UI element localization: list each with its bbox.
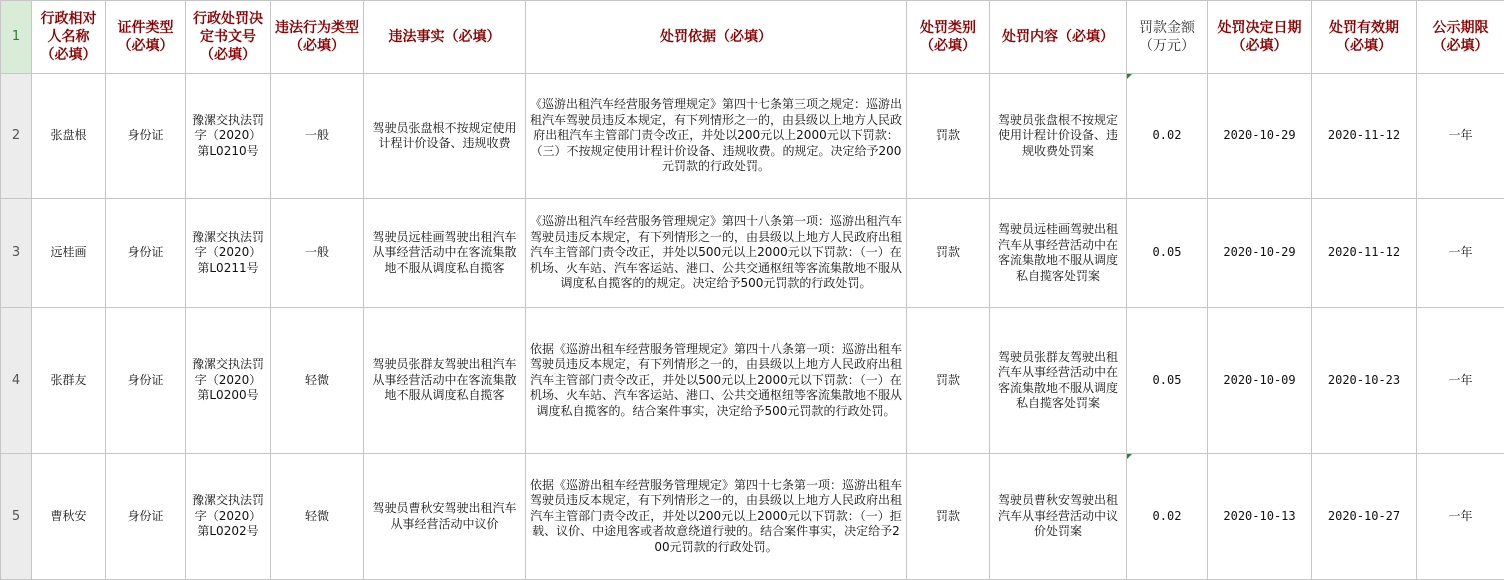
cell-category[interactable]: 罚款 — [907, 74, 990, 199]
cell-amount[interactable]: 0.02 — [1127, 454, 1208, 580]
cell-facts[interactable]: 驾驶员张盘根不按规定使用计程计价设备、违规收费 — [364, 74, 526, 199]
cell-violation-type[interactable]: 一般 — [271, 74, 364, 199]
cell-name[interactable]: 张群友 — [32, 308, 106, 454]
header-cell-content[interactable]: 处罚内容（必填） — [990, 1, 1127, 74]
table-row — [1, 308, 1504, 454]
row-number[interactable]: 3 — [1, 199, 32, 308]
cell-amount[interactable]: 0.05 — [1127, 199, 1208, 308]
cell-valid[interactable]: 2020-10-27 — [1312, 454, 1417, 580]
header-cell-valid[interactable]: 处罚有效期（必填） — [1312, 1, 1417, 74]
cell-period[interactable]: 一年 — [1417, 454, 1504, 580]
cell-date[interactable]: 2020-10-09 — [1208, 308, 1312, 454]
cell-id-type[interactable]: 身份证 — [106, 74, 186, 199]
cell-id-type[interactable]: 身份证 — [106, 199, 186, 308]
header-cell-amount[interactable]: 罚款金额（万元） — [1127, 1, 1208, 74]
cell-basis[interactable]: 依据《巡游出租车经营服务管理规定》第四十七条第一项：巡游出租车驾驶员违反本规定，有下列情形之一的，由县级以上地方人民政府出租汽车主管部门责令改正，并处以200元以上2000元以下罚款：（一）拒载、议价、中途甩客或者故意绕道行驶的。结合案件事实，决定给予200元罚款的行政处罚。 — [526, 454, 907, 580]
row-number[interactable]: 4 — [1, 308, 32, 454]
cell-violation-type[interactable]: 轻微 — [271, 308, 364, 454]
header-cell-basis[interactable]: 处罚依据（必填） — [526, 1, 907, 74]
header-cell-period[interactable]: 公示期限（必填） — [1417, 1, 1504, 74]
cell-date[interactable]: 2020-10-13 — [1208, 454, 1312, 580]
cell-content[interactable]: 驾驶员远桂画驾驶出租汽车从事经营活动中在客流集散地不服从调度私自揽客处罚案 — [990, 199, 1127, 308]
header-cell-violation-type[interactable]: 违法行为类型（必填） — [271, 1, 364, 74]
cell-facts[interactable]: 驾驶员张群友驾驶出租汽车从事经营活动中在客流集散地不服从调度私自揽客 — [364, 308, 526, 454]
cell-content[interactable]: 驾驶员曹秋安驾驶出租汽车从事经营活动中议价处罚案 — [990, 454, 1127, 580]
cell-basis[interactable]: 依据《巡游出租车经营服务管理规定》第四十八条第一项：巡游出租车驾驶员违反本规定，有下列情形之一的，由县级以上地方人民政府出租汽车主管部门责令改正，并处以500元以上2000元以下罚款：（一）在机场、火车站、汽车客运站、港口、公共交通枢纽等客流集散地不服从调度私自揽客的。结合案件事实，决定给予500元罚款的行政处罚。 — [526, 308, 907, 454]
cell-content[interactable]: 驾驶员张盘根不按规定使用计程计价设备、违规收费处罚案 — [990, 74, 1127, 199]
cell-name[interactable]: 远桂画 — [32, 199, 106, 308]
row-number[interactable]: 2 — [1, 74, 32, 199]
cell-date[interactable]: 2020-10-29 — [1208, 74, 1312, 199]
cell-amount[interactable]: 0.05 — [1127, 308, 1208, 454]
cell-category[interactable]: 罚款 — [907, 308, 990, 454]
table-row — [1, 454, 1504, 580]
header-cell-date[interactable]: 处罚决定日期（必填） — [1208, 1, 1312, 74]
cell-doc-no[interactable]: 豫漯交执法罚字（2020）第L0200号 — [186, 308, 271, 454]
cell-violation-type[interactable]: 轻微 — [271, 454, 364, 580]
cell-basis[interactable]: 《巡游出租汽车经营服务管理规定》第四十八条第一项：巡游出租汽车驾驶员违反本规定，有下列情形之一的，由县级以上地方人民政府出租汽车主管部门责令改正，并处以500元以上2000元以下罚款：（一）在机场、火车站、汽车客运站、港口、公共交通枢纽等客流集散地不服从调度私自揽客的的规定。决定给予500元罚款的行政处罚。 — [526, 199, 907, 308]
cell-name[interactable]: 张盘根 — [32, 74, 106, 199]
cell-doc-no[interactable]: 豫漯交执法罚字（2020）第L0211号 — [186, 199, 271, 308]
row-number[interactable]: 5 — [1, 454, 32, 580]
cell-period[interactable]: 一年 — [1417, 74, 1504, 199]
cell-id-type[interactable]: 身份证 — [106, 454, 186, 580]
cell-content[interactable]: 驾驶员张群友驾驶出租汽车从事经营活动中在客流集散地不服从调度私自揽客处罚案 — [990, 308, 1127, 454]
cell-date[interactable]: 2020-10-29 — [1208, 199, 1312, 308]
cell-doc-no[interactable]: 豫漯交执法罚字（2020）第L0210号 — [186, 74, 271, 199]
header-row — [1, 1, 1504, 74]
cell-period[interactable]: 一年 — [1417, 308, 1504, 454]
cell-basis[interactable]: 《巡游出租汽车经营服务管理规定》第四十七条第三项之规定：巡游出租汽车驾驶员违反本规定，有下列情形之一的，由县级以上地方人民政府出租汽车主管部门责令改正，并处以200元以上2000元以下罚款：（三）不按规定使用计程计价设备、违规收费。的规定。决定给予200元罚款的行政处罚。 — [526, 74, 907, 199]
cell-name[interactable]: 曹秋安 — [32, 454, 106, 580]
header-cell-category[interactable]: 处罚类别（必填） — [907, 1, 990, 74]
cell-violation-type[interactable]: 一般 — [271, 199, 364, 308]
cell-category[interactable]: 罚款 — [907, 199, 990, 308]
table-row — [1, 199, 1504, 308]
cell-valid[interactable]: 2020-10-23 — [1312, 308, 1417, 454]
cell-id-type[interactable]: 身份证 — [106, 308, 186, 454]
cell-doc-no[interactable]: 豫漯交执法罚字（2020）第L0202号 — [186, 454, 271, 580]
table-row — [1, 74, 1504, 199]
row-number[interactable]: 1 — [1, 1, 32, 74]
cell-valid[interactable]: 2020-11-12 — [1312, 199, 1417, 308]
header-cell-doc-no[interactable]: 行政处罚决定书文号（必填） — [186, 1, 271, 74]
cell-valid[interactable]: 2020-11-12 — [1312, 74, 1417, 199]
cell-facts[interactable]: 驾驶员曹秋安驾驶出租汽车从事经营活动中议价 — [364, 454, 526, 580]
cell-facts[interactable]: 驾驶员远桂画驾驶出租汽车从事经营活动中在客流集散地不服从调度私自揽客 — [364, 199, 526, 308]
header-cell-id-type[interactable]: 证件类型（必填） — [106, 1, 186, 74]
cell-amount[interactable]: 0.02 — [1127, 74, 1208, 199]
header-cell-name[interactable]: 行政相对人名称（必填） — [32, 1, 106, 74]
cell-period[interactable]: 一年 — [1417, 199, 1504, 308]
cell-category[interactable]: 罚款 — [907, 454, 990, 580]
header-cell-facts[interactable]: 违法事实（必填） — [364, 1, 526, 74]
